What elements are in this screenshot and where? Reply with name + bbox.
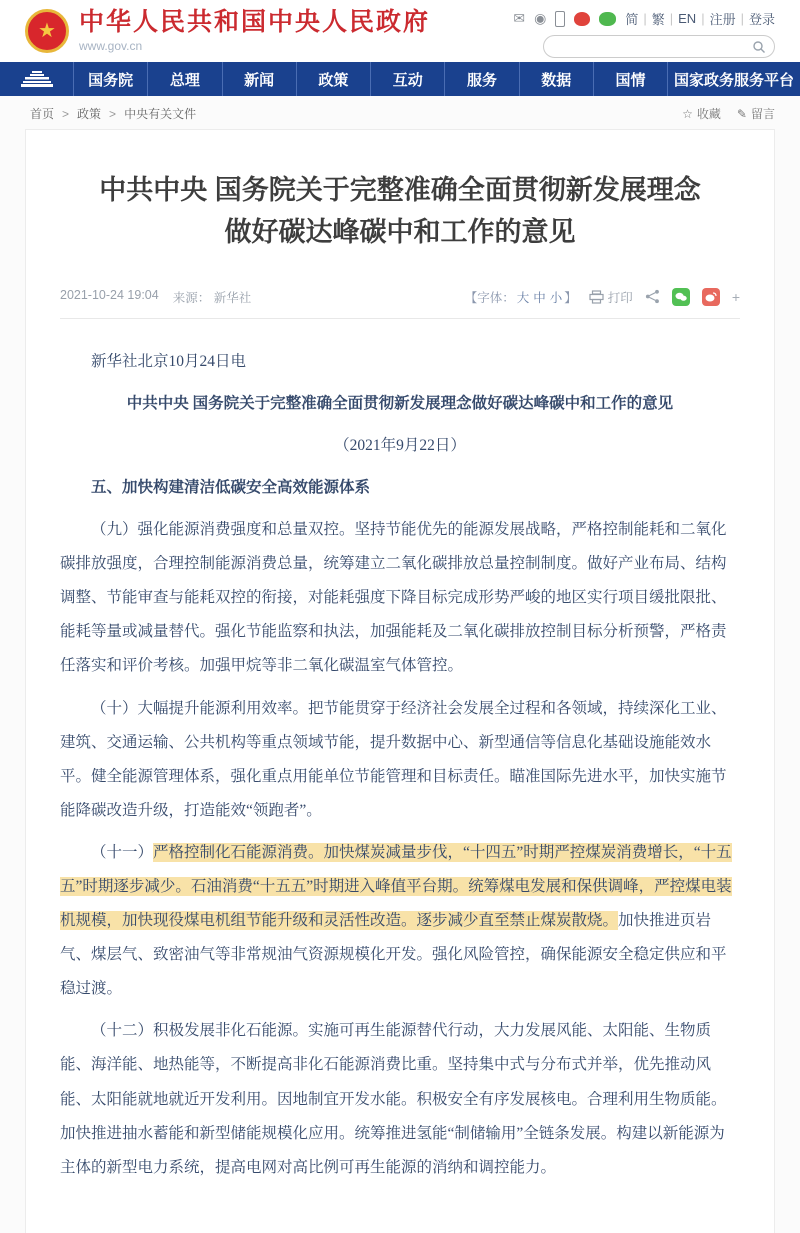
star-icon: ☆ <box>682 106 693 121</box>
font-size-button-1[interactable]: 中 <box>533 290 546 305</box>
lang-link-2[interactable]: EN <box>678 11 697 26</box>
nav-item-1[interactable]: 总理 <box>148 62 222 96</box>
breadcrumb-item-1[interactable]: 政策 <box>77 107 102 121</box>
font-label-open: 【字体： <box>464 290 515 305</box>
language-links <box>625 9 775 28</box>
separator: | <box>669 11 674 26</box>
article-paragraph <box>60 836 740 1006</box>
paragraph-text: 五、加快构建清洁低碳安全高效能源体系 <box>91 478 371 496</box>
nav-item-3[interactable]: 政策 <box>297 62 371 96</box>
nav-item-6[interactable]: 数据 <box>520 62 594 96</box>
article-paragraph <box>60 429 740 463</box>
paragraph-text: （九）强化能源消费强度和总量双控。坚持节能优先的能源发展战略，严格控制能耗和二氧化碳排放强度，合理控制能源消费总量，统筹建立二氧化碳排放总量控制制度。做好产业布局、结构调整、节能审查与能耗双控的衔接，对能耗强度下降目标完成形势严峻的地区实行项目缓批限批、能耗等量或减量替代。强化节能监察和执法，加强能耗及二氧化碳排放控制目标分析预警，严格责任落实和评价考核。加强甲烷等非二氧化碳温室气体管控。 <box>60 521 727 675</box>
source-value[interactable]: 新华社 <box>213 290 252 305</box>
nav-item-4[interactable]: 互动 <box>371 62 445 96</box>
paragraph-text: 新华社北京10月24日电 <box>91 352 247 370</box>
source-label: 来源： <box>172 290 211 305</box>
breadcrumb-item-0[interactable]: 首页 <box>30 107 55 121</box>
rss-icon[interactable]: ◉ <box>534 10 547 26</box>
font-size-button-2[interactable]: 小 <box>549 290 563 305</box>
share-icon[interactable] <box>645 289 660 304</box>
message-label: 留言 <box>750 107 775 121</box>
wechat-icon[interactable] <box>599 12 616 26</box>
paragraph-text: 中共中央 国务院关于完整准确全面贯彻新发展理念做好碳达峰碳中和工作的意见 <box>126 394 674 412</box>
site-title: 中华人民共和国中央人民政府 <box>79 8 431 37</box>
nav-item-8[interactable]: 国家政务服务平台 <box>674 71 795 89</box>
print-button[interactable] <box>589 288 633 306</box>
paragraph-text: （2021年9月22日） <box>334 436 466 454</box>
font-label-close: 】 <box>564 290 577 305</box>
article-paragraph <box>60 471 740 505</box>
site-brand[interactable] <box>25 9 430 53</box>
mail-icon[interactable]: ✉ <box>513 10 526 26</box>
lang-link-4[interactable]: 登录 <box>748 12 775 27</box>
wechat-share-icon[interactable] <box>672 288 690 306</box>
weibo-icon[interactable] <box>574 12 590 26</box>
breadcrumb-separator: > <box>62 106 70 121</box>
paragraph-text: （十二）积极发展非化石能源。实施可再生能源替代行动，大力发展风能、太阳能、生物质能、海洋能、地热能等，不断提高非化石能源消费比重。坚持集中式与分布式并举，优先推动风能、太阳能就地就近开发利用。因地制宜开发水能。积极安全有序发展核电。合理利用生物质能。加快推进抽水蓄能和新型储能规模化应用。统筹推进氢能“制储输用”全链条发展。构建以新能源为主体的新型电力系统，提高电网对高比例可再生能源的消纳和调控能力。 <box>60 1022 727 1176</box>
paragraph-text: 加快推进页岩气、煤层气、致密油气等非常规油气资源规模化开发。强化风险管控，确保能源安全稳定供应和平稳过渡。 <box>60 912 727 998</box>
main-nav <box>0 62 800 96</box>
nav-item-2[interactable]: 新闻 <box>223 62 297 96</box>
separator: | <box>701 11 705 26</box>
paragraph-text: （十一） <box>91 843 154 861</box>
search-icon[interactable] <box>752 40 766 54</box>
nav-home-tiananmen-icon[interactable] <box>0 62 74 96</box>
article-meta <box>60 284 740 319</box>
favorite-button[interactable] <box>682 105 721 122</box>
article-paragraph <box>60 1014 740 1184</box>
national-emblem-logo: ★ <box>25 9 69 53</box>
highlighted-text: 严格控制化石能源消费。加快煤炭减量步伐，“十四五”时期严控煤炭消费增长，“十五五”时期逐步减少。石油消费“十五五”时期进入峰值平台期。统筹煤电发展和保供调峰，严控煤电装机规模，加快现役煤电机组节能升级和灵活性改造。逐步减少直至禁止煤炭散烧。 <box>60 843 732 930</box>
weibo-share-icon[interactable] <box>702 288 720 306</box>
favorite-label: 收藏 <box>696 107 721 121</box>
mobile-icon[interactable] <box>555 11 565 27</box>
article-paragraph <box>60 387 740 421</box>
site-url: www.gov.cn <box>79 38 143 53</box>
lang-link-0[interactable]: 简 <box>625 12 639 27</box>
article-paragraph <box>60 345 740 379</box>
publish-date: 2021-10-24 19:04 <box>60 287 159 302</box>
article-body <box>60 345 740 1185</box>
lang-link-1[interactable]: 繁 <box>651 12 665 27</box>
font-size-control <box>465 288 577 306</box>
nav-item-5[interactable]: 服务 <box>445 62 519 96</box>
nav-item-7[interactable]: 国情 <box>594 62 668 96</box>
print-label: 打印 <box>607 290 633 305</box>
pencil-icon: ✎ <box>736 106 747 121</box>
separator: | <box>643 11 647 26</box>
article-container <box>25 129 775 1233</box>
breadcrumb <box>30 105 196 122</box>
separator: | <box>740 11 744 26</box>
article-paragraph <box>60 513 740 683</box>
message-button[interactable] <box>737 105 775 122</box>
paragraph-text: （十）大幅提升能源利用效率。把节能贯穿于经济社会发展全过程和各领域，持续深化工业、建筑、交通运输、公共机构等重点领域节能，提升数据中心、新型通信等信息化基础设施能效水平。健全能源管理体系，强化重点用能单位节能管理和目标责任。瞄准国际先进水平，加快实施节能降碳改造升级，打造能效“领跑者”。 <box>60 699 727 819</box>
search-box[interactable] <box>543 35 775 58</box>
nav-item-0[interactable]: 国务院 <box>74 62 148 96</box>
site-header <box>0 0 800 62</box>
breadcrumb-bar <box>0 96 800 129</box>
font-size-button-0[interactable]: 大 <box>516 290 530 305</box>
printer-icon <box>589 290 604 304</box>
breadcrumb-item-2[interactable]: 中央有关文件 <box>124 107 197 121</box>
breadcrumb-separator: > <box>109 106 117 121</box>
lang-link-3[interactable]: 注册 <box>709 12 736 27</box>
page-title: 中共中央 国务院关于完整准确全面贯彻新发展理念做好碳达峰碳中和工作的意见 <box>99 175 701 247</box>
article-paragraph <box>60 692 740 828</box>
search-input[interactable] <box>552 38 752 56</box>
more-share-button[interactable]: + <box>731 288 740 305</box>
